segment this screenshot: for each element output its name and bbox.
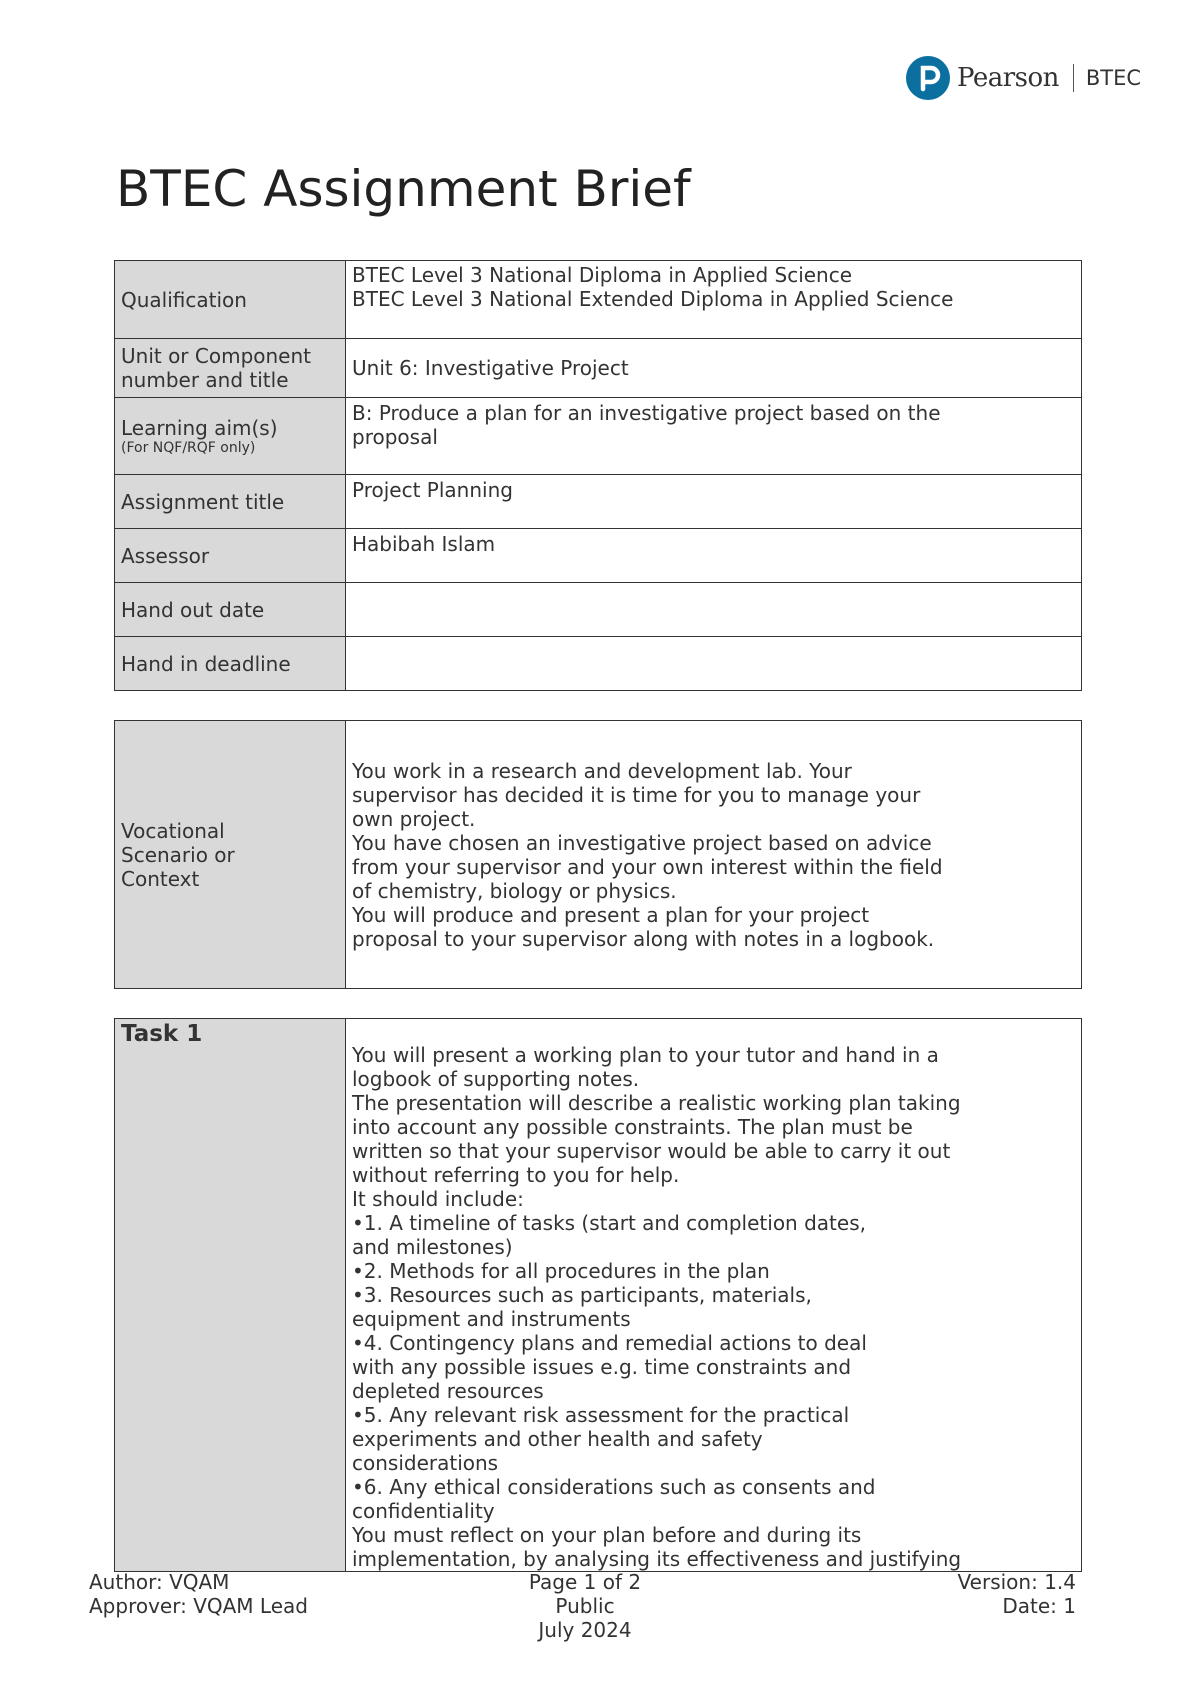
hand-in-deadline-value[interactable]: [346, 637, 1082, 691]
scenario-label: [115, 721, 346, 989]
footer-page: Page 1 of 2: [528, 1570, 642, 1594]
task-line: •5. Any relevant risk assessment for the practical: [352, 1403, 850, 1427]
pearson-p-icon: [906, 56, 950, 100]
learning-aim-line: proposal: [352, 425, 438, 449]
task-line: experiments and other health and safety: [352, 1427, 763, 1451]
footer-center: [510, 1570, 660, 1642]
logo-brand: Pearson: [957, 63, 1059, 93]
scenario-label-line: Context: [121, 866, 200, 891]
task-line: implementation, by analysing its effectiveness and justifying: [352, 1547, 962, 1571]
pearson-btec-logo: [906, 54, 1141, 102]
learning-aim-value: [346, 398, 1082, 475]
page-title: BTEC Assignment Brief: [116, 160, 691, 218]
row-hand-in-deadline: [115, 637, 1082, 691]
task-line: equipment and instruments: [352, 1307, 631, 1331]
assessor-label: Assessor: [115, 529, 346, 583]
row-hand-out-date: [115, 583, 1082, 637]
task-line: You will present a working plan to your tutor and hand in a: [352, 1043, 939, 1067]
footer-left: [89, 1570, 308, 1618]
details-table: [114, 260, 1082, 691]
task-1-title: Task 1: [121, 1021, 203, 1047]
footer-version: Version: 1.4: [957, 1570, 1076, 1594]
task-line: with any possible issues e.g. time constraints and: [352, 1355, 852, 1379]
footer-right: [958, 1570, 1076, 1618]
scenario-line: You work in a research and development lab. Your: [352, 758, 852, 783]
task-1-label: [115, 1019, 346, 1572]
qualification-label: Qualification: [115, 261, 346, 339]
task-line: and milestones): [352, 1235, 513, 1259]
row-assignment-title: [115, 475, 1082, 529]
task-line: considerations: [352, 1451, 499, 1475]
task-line: You must reflect on your plan before and during its: [352, 1523, 862, 1547]
task-table: [114, 1018, 1082, 1572]
scenario-line: You will produce and present a plan for your project: [352, 902, 870, 927]
task-line: •1. A timeline of tasks (start and completion dates,: [352, 1211, 866, 1235]
task-line: •4. Contingency plans and remedial actions to deal: [352, 1331, 867, 1355]
task-line: into account any possible constraints. The plan must be: [352, 1115, 913, 1139]
qualification-line: BTEC Level 3 National Extended Diploma in Applied Science: [352, 287, 954, 311]
row-learning-aim: [115, 398, 1082, 475]
footer-approver: Approver: VQAM Lead: [89, 1594, 308, 1618]
scenario-line: proposal to your supervisor along with notes in a logbook.: [352, 926, 935, 951]
scenario-label-line: Vocational: [121, 818, 225, 843]
task-line: confidentiality: [352, 1499, 495, 1523]
qualification-value: [346, 261, 1082, 339]
row-qualification: [115, 261, 1082, 339]
footer-date: Date: 1: [1002, 1594, 1076, 1618]
scenario-line: of chemistry, biology or physics.: [352, 878, 677, 903]
assessor-value: Habibah Islam: [346, 529, 1082, 583]
unit-value: Unit 6: Investigative Project: [346, 339, 1082, 398]
task-line: logbook of supporting notes.: [352, 1067, 640, 1091]
hand-out-date-value[interactable]: [346, 583, 1082, 637]
row-unit: [115, 339, 1082, 398]
row-assessor: [115, 529, 1082, 583]
logo-divider: [1073, 64, 1074, 92]
learning-aim-note: (For NQF/RQF only): [121, 440, 256, 456]
scenario-text: [346, 721, 1082, 989]
hand-out-date-label: Hand out date: [115, 583, 346, 637]
scenario-line: from your supervisor and your own interest within the field: [352, 854, 943, 879]
unit-label: Unit or Component number and title: [115, 339, 346, 398]
task-line: •2. Methods for all procedures in the plan: [352, 1259, 770, 1283]
row-task-1: [115, 1019, 1082, 1572]
scenario-table: [114, 720, 1082, 989]
footer-classification: Public: [555, 1594, 615, 1618]
row-scenario: [115, 721, 1082, 989]
task-line: •3. Resources such as participants, materials,: [352, 1283, 812, 1307]
assignment-title-label: Assignment title: [115, 475, 346, 529]
task-1-text: [346, 1019, 1082, 1572]
footer-author: Author: VQAM: [89, 1570, 230, 1594]
assignment-title-value: Project Planning: [346, 475, 1082, 529]
task-line: •6. Any ethical considerations such as consents and: [352, 1475, 876, 1499]
hand-in-deadline-label: Hand in deadline: [115, 637, 346, 691]
task-line: written so that your supervisor would be able to carry it out: [352, 1139, 951, 1163]
learning-aim-line: B: Produce a plan for an investigative project based on the: [352, 401, 941, 425]
learning-aim-label-text: Learning aim(s): [121, 416, 278, 440]
task-line: depleted resources: [352, 1379, 544, 1403]
logo-sub: BTEC: [1085, 66, 1142, 90]
scenario-line: You have chosen an investigative project based on advice: [352, 830, 932, 855]
task-line: It should include:: [352, 1187, 524, 1211]
scenario-line: supervisor has decided it is time for you to manage your: [352, 782, 921, 807]
task-line: without referring to you for help.: [352, 1163, 680, 1187]
scenario-line: own project.: [352, 806, 476, 831]
scenario-label-line: Scenario or: [121, 842, 235, 867]
learning-aim-label: [115, 398, 346, 475]
footer-month: July 2024: [538, 1618, 632, 1642]
task-line: The presentation will describe a realistic working plan taking: [352, 1091, 961, 1115]
qualification-line: BTEC Level 3 National Diploma in Applied Science: [352, 263, 853, 287]
